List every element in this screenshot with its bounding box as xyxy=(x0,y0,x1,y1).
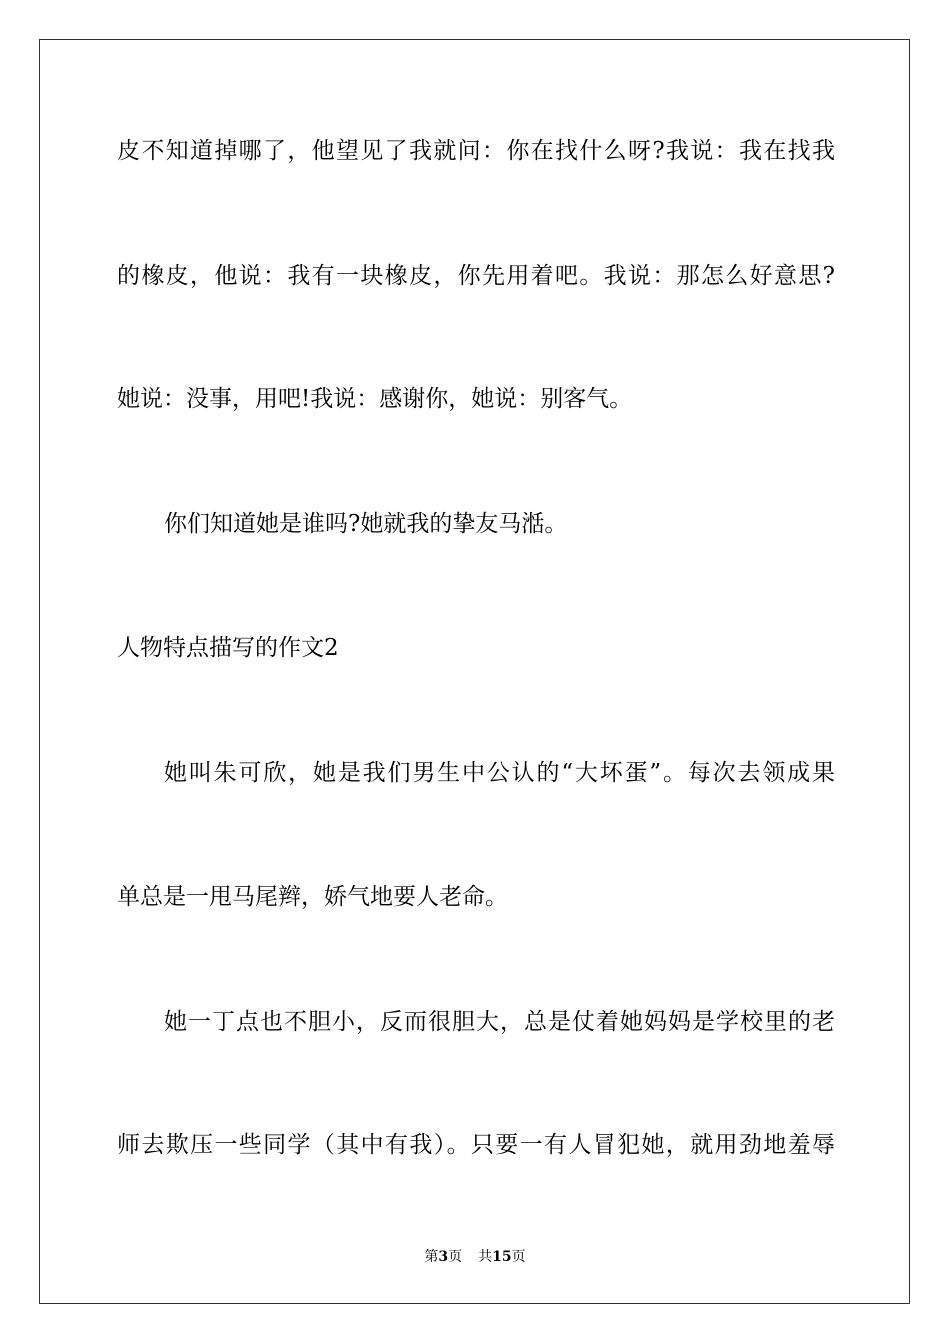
footer-page-total: 15 xyxy=(492,1249,512,1265)
page-border xyxy=(39,39,910,1304)
footer-page-current: 3 xyxy=(438,1249,449,1265)
body-line-3: 她说：没事，用吧!我说：感谢你，她说：别客气。 xyxy=(117,386,633,412)
footer-page-prefix: 第 xyxy=(424,1249,439,1265)
body-line-6: 她叫朱可欣，她是我们男生中公认的“大坏蛋”。每次去领成果 xyxy=(164,760,835,786)
section-heading: 人物特点描写的作文2 xyxy=(117,635,339,661)
body-line-7: 单总是一甩马尾辫，娇气地要人老命。 xyxy=(117,884,508,910)
page-footer xyxy=(0,1248,950,1266)
footer-total-unit: 页 xyxy=(511,1249,526,1265)
body-line-4: 你们知道她是谁吗?她就我的挚友马湉。 xyxy=(164,511,568,537)
footer-total-prefix: 共 xyxy=(478,1249,493,1265)
body-line-2: 的橡皮，他说：我有一块橡皮，你先用着吧。我说：那怎么好意思? xyxy=(117,263,835,289)
body-line-9: 师去欺压一些同学（其中有我）。只要一有人冒犯她，就用劲地羞辱 xyxy=(117,1132,835,1158)
footer-page-unit: 页 xyxy=(448,1249,463,1265)
body-line-8: 她一丁点也不胆小，反而很胆大，总是仗着她妈妈是学校里的老 xyxy=(164,1009,835,1035)
body-line-1: 皮不知道掉哪了，他望见了我就问：你在找什么呀?我说：我在找我 xyxy=(117,138,835,164)
